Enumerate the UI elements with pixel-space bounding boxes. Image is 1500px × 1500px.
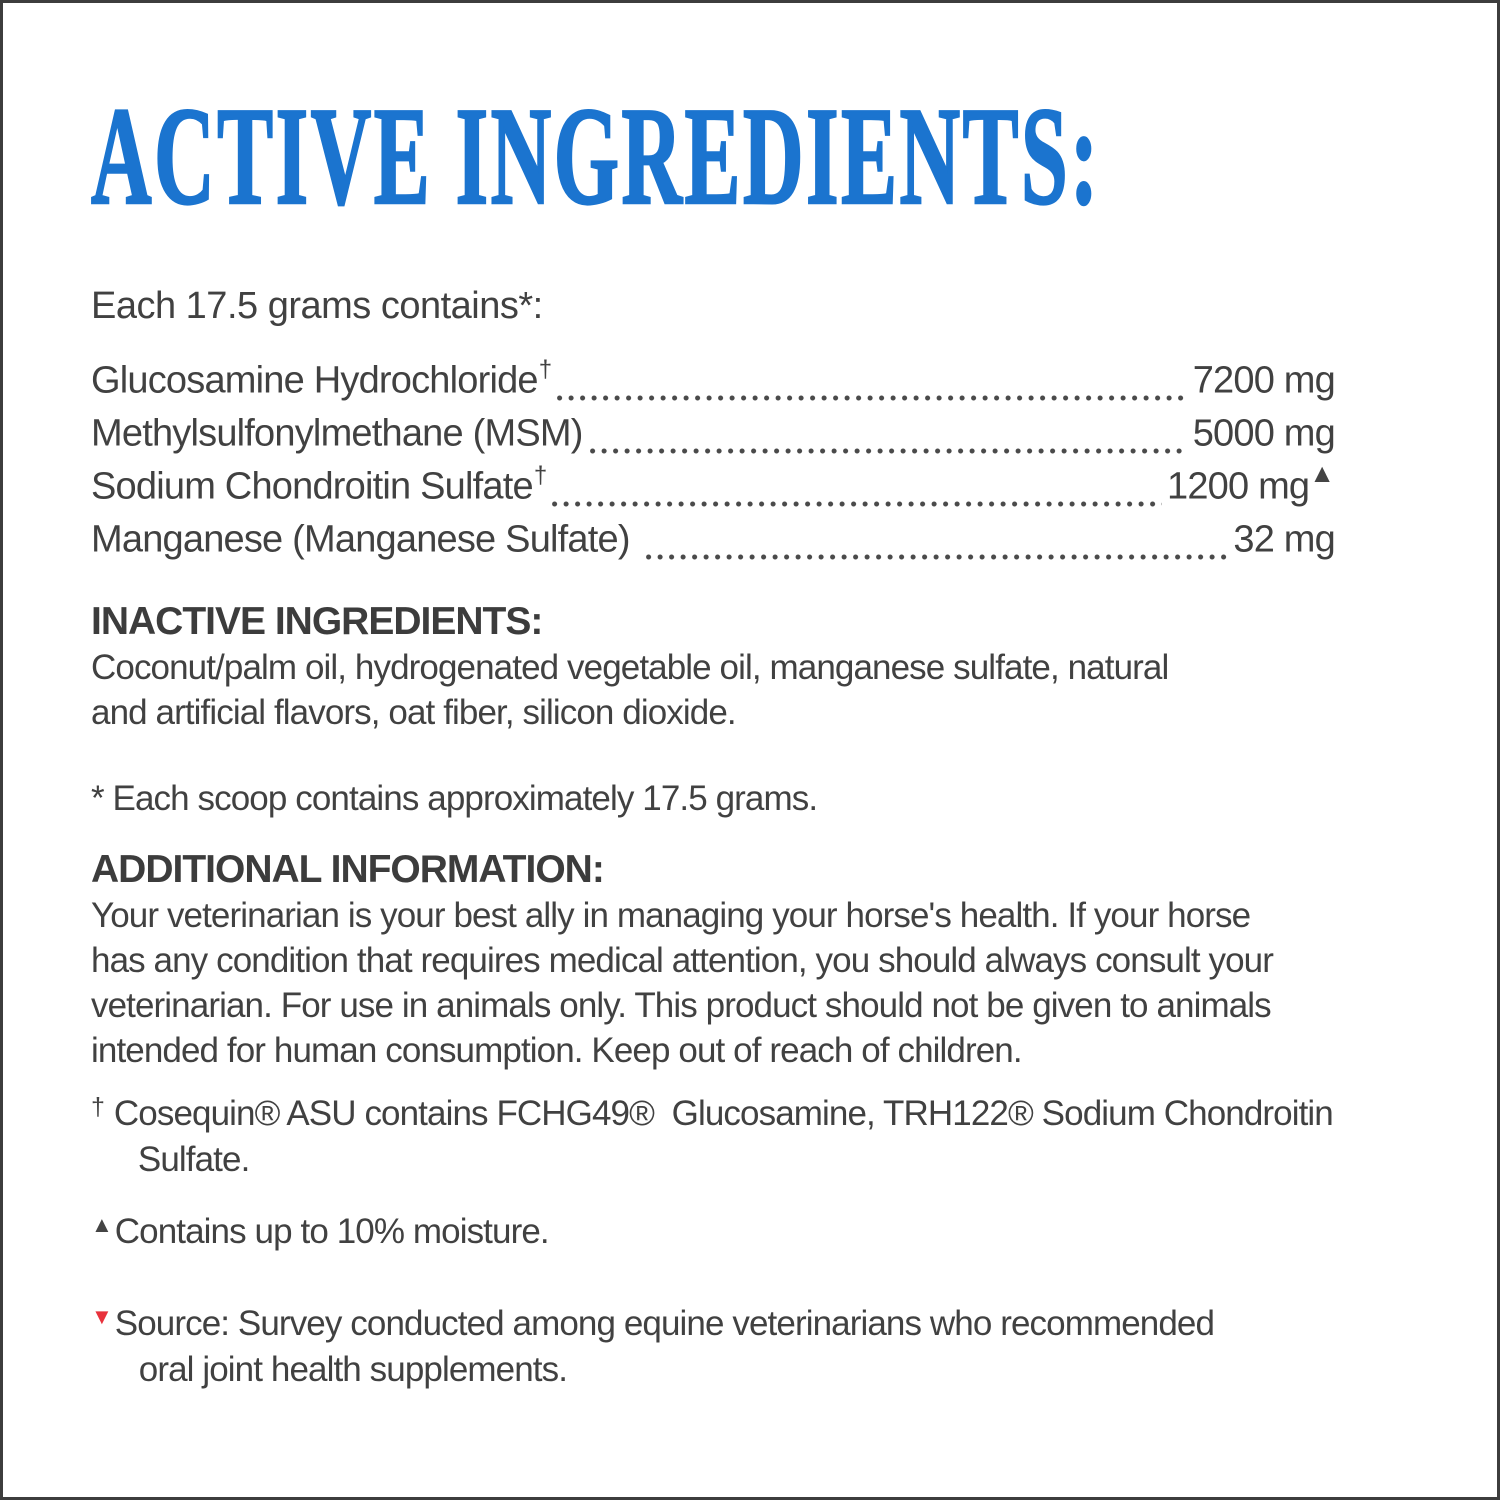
ingredient-amount [1166, 458, 1335, 509]
additional-information-heading: ADDITIONAL INFORMATION: [91, 848, 604, 891]
scoop-footnote: * Each scoop contains approximately 17.5 grams. [91, 779, 818, 818]
ingredient-name-text: Manganese (Manganese Sulfate) [91, 518, 640, 561]
dotted-leader [557, 395, 1187, 401]
dotted-leader [552, 501, 1162, 507]
source-footnote-text: Source: Survey conducted among equine veterinarians who recommended oral joint health supplements. [114, 1304, 1215, 1389]
ingredient-amount [1233, 514, 1335, 562]
ingredient-name [91, 464, 546, 509]
dagger-icon: † [91, 1093, 105, 1121]
ingredient-row [91, 514, 1335, 567]
active-ingredients-title: ACTIVE INGREDIENTS: [91, 79, 1101, 234]
dagger-footnote-text: Cosequin® ASU contains FCHG49® Glucosamine, TRH122® Sodium Chondroitin Sulfate. [113, 1094, 1333, 1179]
dagger-superscript: † [533, 462, 547, 489]
dotted-leader [646, 554, 1228, 560]
moisture-footnote [91, 1209, 1335, 1255]
up-triangle-icon: ▲ [91, 1212, 113, 1237]
up-triangle-icon: ▲ [1309, 458, 1335, 488]
ingredient-name [91, 517, 640, 562]
down-triangle-icon: ▼ [91, 1304, 113, 1329]
ingredient-amount-text: 7200 mg [1192, 359, 1335, 402]
active-ingredients-list [91, 355, 1335, 567]
ingredient-amount [1193, 355, 1335, 403]
ingredient-amount-text: 5000 mg [1192, 412, 1335, 455]
ingredient-name-text: Glucosamine Hydrochloride [91, 359, 538, 402]
dagger-superscript: † [538, 356, 552, 383]
ingredient-amount [1193, 408, 1335, 456]
dagger-superscript [639, 515, 640, 542]
ingredient-name-text: Methylsulfonylmethane (MSM) [91, 412, 583, 455]
ingredient-row [91, 408, 1335, 461]
ingredient-name [91, 411, 584, 456]
dagger-superscript [583, 409, 584, 436]
ingredient-name-text: Sodium Chondroitin Sulfate [91, 465, 533, 508]
serving-size-line: Each 17.5 grams contains*: [91, 285, 543, 327]
ingredient-name [91, 358, 551, 403]
ingredient-amount-text: 1200 mg [1166, 465, 1310, 508]
label-panel [91, 79, 1335, 1393]
moisture-footnote-text: Contains up to 10% moisture. [114, 1212, 549, 1251]
source-footnote [91, 1301, 1335, 1393]
additional-information-text: Your veterinarian is your best ally in managing your horse's health. If your horse has any condition that requires medical attention, you should always consult your veterinarian. For use in animals only. This product should not be given to animals intended for human consumption. Keep out of reach of children. [91, 896, 1273, 1070]
inactive-ingredients-text: Coconut/palm oil, hydrogenated vegetable oil, manganese sulfate, natural and artificial flavors, oat fiber, silicon dioxide. [91, 648, 1169, 732]
ingredient-row [91, 458, 1335, 514]
dagger-footnote [91, 1091, 1335, 1183]
inactive-ingredients-heading: INACTIVE INGREDIENTS: [91, 600, 543, 643]
ingredient-row [91, 355, 1335, 408]
dotted-leader [590, 448, 1188, 454]
ingredient-amount-text: 32 mg [1233, 518, 1335, 561]
